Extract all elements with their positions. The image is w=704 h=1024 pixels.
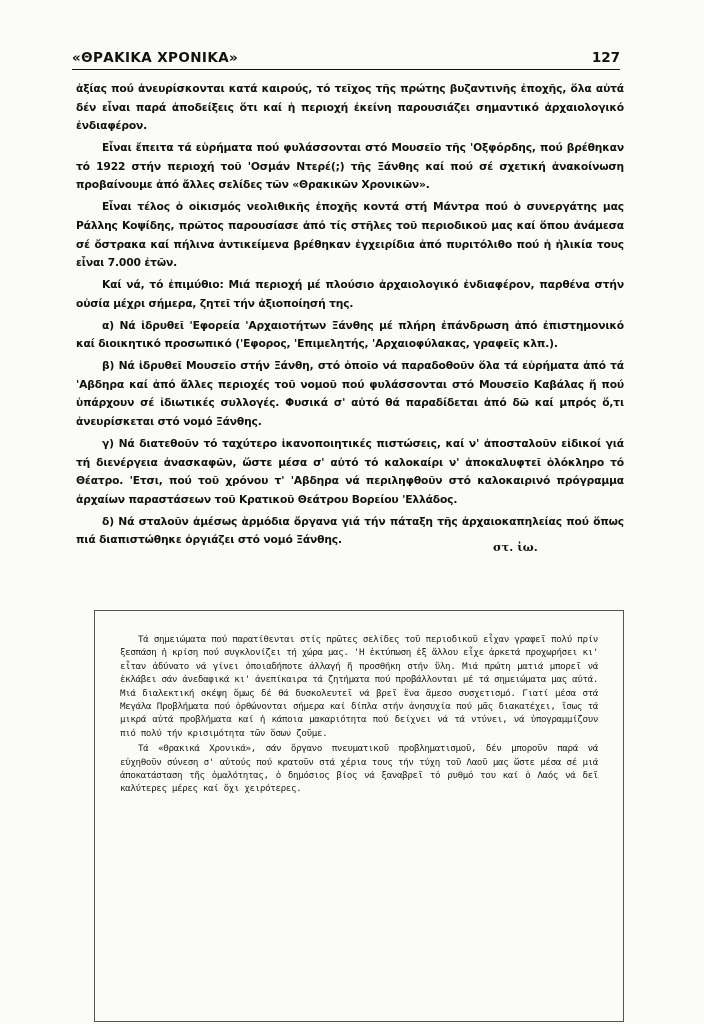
paragraph: Καί νά, τό ἐπιμύθιο: Μιά περιοχή μέ πλούσιο ἀρχαιολογικό ἐνδιαφέρον, παρθένα στήν οὐσία μέχρι σήμερα, ζητεῖ τήν ἀξιοποίησή της.	[76, 278, 624, 310]
editorial-note	[120, 633, 598, 798]
list-item: γ) Νά διατεθοῦν τό ταχύτερο ἱκανοποιητικές πιστώσεις, καί ν' ἀποσταλοῦν εἰδικοί γιά τή διενέργεια ἀνασκαφῶν, ὥστε μέσα σ' αὐτό τό καλοκαίρι ν' ἀποκαλυφτεῖ ὁλόκληρο τό Θέατρο. 'Ετσι, πού τοῦ χρόνου τ' 'Αβδηρα νά περιληφθοῦν στό καλοκαιρινό πρόγραμμα ἀρχαίων παραστάσεων τοῦ Κρατικοῦ Θεάτρου Βορείου 'Ελλάδος.	[76, 437, 624, 506]
note-paragraph: Τά «Θρακικά Χρονικά», σάν ὄργανο πνευματικοῦ προβληματισμοῦ, δέν μποροῦν παρά νά εὐχηθοῦν σύνεση σ' αὐτούς πού κρατοῦν στά χέρια τους τήν τύχη τοῦ Λαοῦ μας ὥστε μέσα σέ μιά ἀποκατάσταση τῆς ὁμαλότητας, ὁ δημόσιος βίος νά ξαναβρεῖ τό ρυθμό του καί ὁ Λαός νά δεῖ καλύτερες μέρες καί ὄχι χειρότερες.	[120, 743, 598, 795]
paragraph: ἀξίας πού ἀνευρίσκονται κατά καιρούς, τό τεῖχος τῆς πρώτης βυζαντινῆς ἐποχῆς, ὅλα αὐτά δέν εἶναι παρά ἀποδείξεις ὅτι καί ἡ περιοχή ἐκείνη παρουσιάζει σημαντικό ἀρχαιολογικό ἐνδιαφέρον.	[76, 82, 624, 133]
page-header	[72, 47, 620, 70]
author-signature: στ. ἰω.	[493, 540, 538, 554]
paragraph: Εἶναι ἔπειτα τά εὑρήματα πού φυλάσσονται στό Μουσεῖο τῆς 'Οξφόρδης, πού βρέθηκαν τό 1922 στήν περιοχή τοῦ 'Οσμάν Ντερέ(;) τῆς Ξάνθης καί πού σέ σχετική ἀνακοίνωση προβαίνουμε ἀπό ἄλλες σελίδες τῶν «Θρακικῶν Χρονικῶν».	[76, 141, 624, 192]
paragraph: Εἶναι τέλος ὁ οἰκισμός νεολιθικῆς ἐποχῆς κοντά στή Μάντρα πού ὁ συνεργάτης μας Ράλλης Κοψίδης, πρῶτος παρουσίασε ἀπό τίς στῆλες τοῦ περιοδικοῦ μας καί ὅπου ἀνάμεσα σέ ὄστρακα καί πήλινα ἀντικείμενα βρέθηκαν ἐγχειρίδια ἀπό πυριτόλιθο πού ἡ ἡλικία τους εἶναι 7.000 ἐτῶν.	[76, 200, 624, 270]
list-item: β) Νά ἱδρυθεῖ Μουσεῖο στήν Ξάνθη, στό ὁποῖο νά παραδοθοῦν ὅλα τά εὑρήματα ἀπό τά 'Αβδηρα καί ἀπό ἄλλες περιοχές τοῦ νομοῦ πού φυλάσσονται στό Μουσεῖο Καβάλας ἤ πού ὑπάρχουν σέ ἰδιωτικές συλλογές. Φυσικά σ' αὐτό θά παραδίδεται ἀπό δῶ καί μπρός ὅ,τι ἀνευρίσκεται στό νομό Ξάνθης.	[76, 359, 624, 429]
page-number: 127	[591, 50, 620, 66]
journal-title: «ΘΡΑΚΙΚΑ ΧΡΟΝΙΚΑ»	[72, 50, 239, 66]
list-item: α) Νά ἱδρυθεῖ 'Εφορεία 'Αρχαιοτήτων Ξάνθης μέ πλήρη ἐπάνδρωση ἀπό ἐπιστημονικό καί διοικητικό προσωπικό ('Εφορος, 'Επιμελητής, 'Αρχαιοφύλακας, γραφεῖς κλπ.).	[76, 318, 624, 351]
note-paragraph: Τά σημειώματα πού παρατίθενται στίς πρῶτες σελίδες τοῦ περιοδικοῦ εἶχαν γραφεῖ πολύ πρίν ξεσπάση ἡ κρίση πού συγκλονίζει τή χώρα μας. 'Η ἐκτύπωση ἐξ ἄλλου εἶχε ἀρκετά προχωρήσει κι' εἶταν ἀδύνατο νά γίνει ὁποιαδήποτε ἀλλαγή ἤ προσθήκη στήν ὕλη. Μιά πρώτη ματιά μπορεῖ νά ἐκλάβει σάν ἀνεδαφικά κι' ἀνεπίκαιρα τά ζητήματα πού προβάλλονται μέ τά σημειώματα μας αὐτά. Μιά διαλεκτική σκέψη ὅμως δέ θά δυσκολευτεῖ νά βρεῖ ἕνα ἄμεσο συσχετισμό. Γιατί μέσα στά Μεγάλα Προβλήματα πού ὀρθώνονται σήμερα καί δίπλα στήν ἀνησυχία πού μᾶς διακατέχει, ἴσως τά μικρά αὐτά προβλήματα καί ἡ κάποια μακαριότητα πού δείχνει νά τά ντύνει, νά ὑπογραμμίζουν πιό πολύ τήν κρισιμότητα τῶν ὅσων ζοῦμε.	[120, 634, 598, 739]
list-item: δ) Νά σταλοῦν ἀμέσως ἁρμόδια ὄργανα γιά τήν πάταξη τῆς ἀρχαιοκαπηλείας πού ὅπως πιά διαπιστώθηκε ὀργιάζει στό νομό Ξάνθης.	[76, 514, 624, 547]
article-body	[76, 80, 624, 553]
